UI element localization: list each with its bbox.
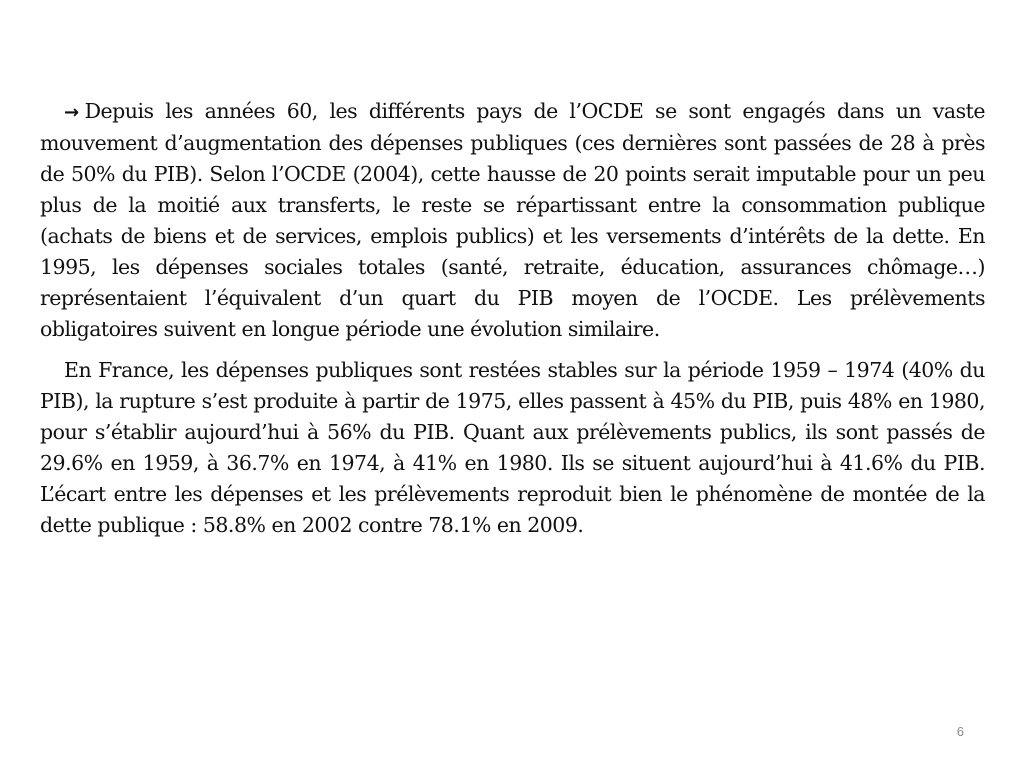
paragraph-oecd-text: Depuis les années 60, les différents pays de l’OCDE se sont engagés dans un vaste mouvement d’augmentation des dépenses publiques (ces dernières sont passées de 28 à près de 50% du PIB). Selon l’OCDE (2004), cette hausse de 20 points serait imputable pour un peu plus de la moitié aux transferts, le reste se répartissant entre la consommation publique (achats de biens et de services, emplois publics) et les versements d’intérêts de la dette. En 1995, les dépenses sociales totales (santé, retraite, éducation, assurances chômage…) représentaient l’équivalent d’un quart du PIB moyen de l’OCDE. Les prélèvements obligatoires suivent en longue période une évolution similaire. — [40, 99, 985, 341]
paragraph-oecd — [40, 96, 985, 345]
right-arrow-icon: → — [64, 102, 79, 123]
paragraph-france-text: En France, les dépenses publiques sont restées stables sur la période 1959 – 1974 (40% du PIB), la rupture s’est produite à partir de 1975, elles passent à 45% du PIB, puis 48% en 1980, pour s’établir aujourd’hui à 56% du PIB. Quant aux prélèvements publics, ils sont passés de 29.6% en 1959, à 36.7% en 1974, à 41% en 1980. Ils se situent aujourd’hui à 41.6% du PIB. L’écart entre les dépenses et les prélèvements reproduit bien le phénomène de montée de la dette publique : 58.8% en 2002 contre 78.1% en 2009. — [40, 358, 985, 537]
slide-body — [40, 96, 985, 541]
page-number: 6 — [956, 724, 964, 739]
paragraph-france — [40, 355, 985, 541]
